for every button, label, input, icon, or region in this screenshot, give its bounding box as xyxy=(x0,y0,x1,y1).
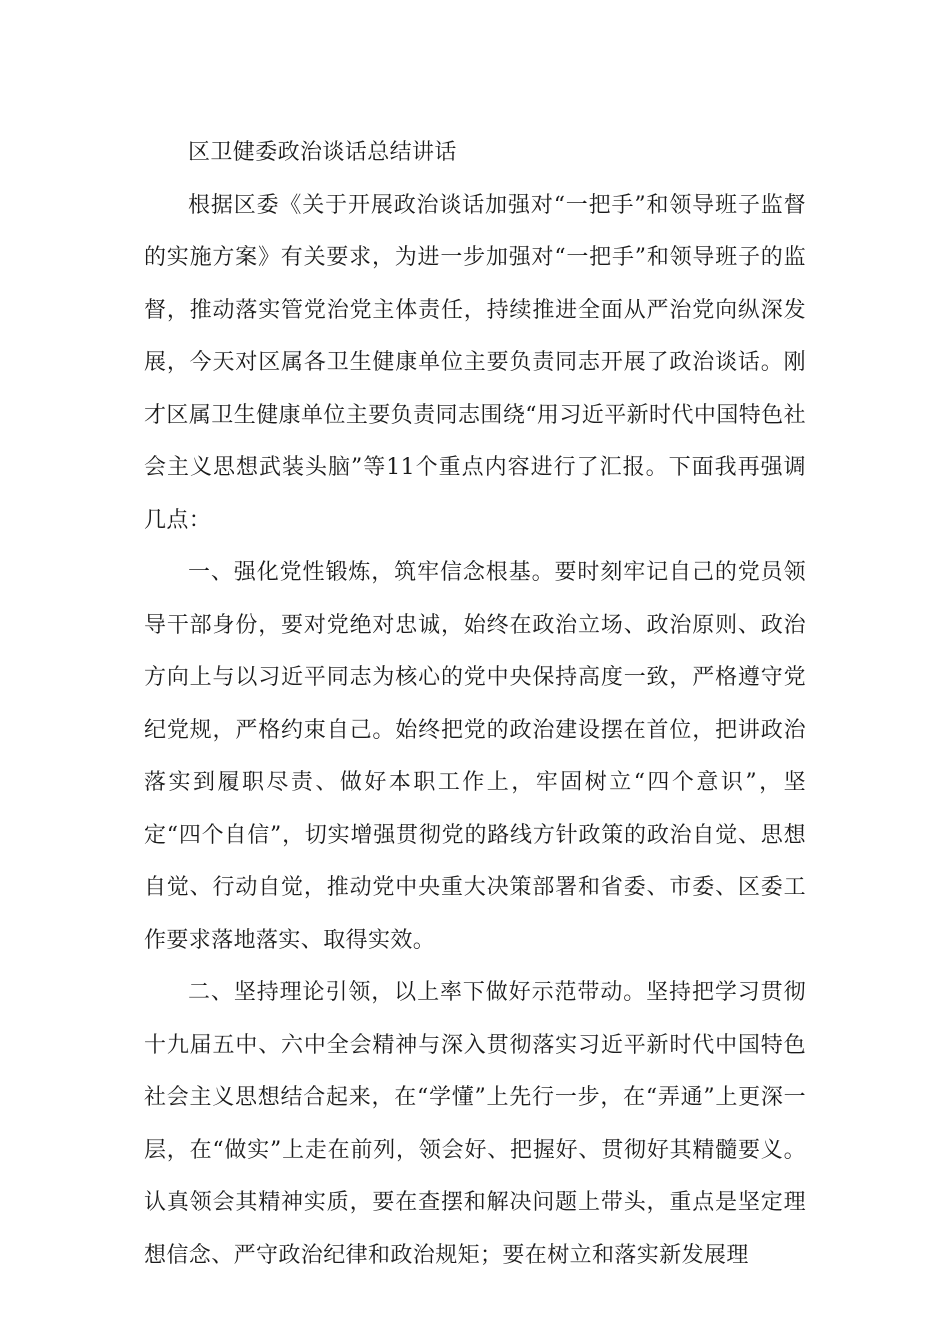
paragraph-point-one: 一、强化党性锻炼，筑牢信念根基。要时刻牢记自己的党员领导干部身份，要对党绝对忠诚，始终在政治立场、政治原则、政治方向上与以习近平同志为核心的党中央保持高度一致，严格遵守党纪党规，严格约束自己。始终把党的政治建设摆在首位，把讲政治落实到履职尽责、做好本职工作上，牢固树立“四个意识”，坚定“四个自信”，切实增强贯彻党的路线方针政策的政治自觉、思想自觉、行动自觉，推动党中央重大决策部署和省委、市委、区委工作要求落地落实、取得实效。 xyxy=(144,560,806,953)
document-body xyxy=(144,127,806,1282)
document-title: 区卫健委政治谈话总结讲话 xyxy=(188,140,457,165)
paragraph-intro: 根据区委《关于开展政治谈话加强对“一把手”和领导班子监督的实施方案》有关要求，为进一步加强对“一把手”和领导班子的监督，推动落实管党治党主体责任，持续推进全面从严治党向纵深发展，今天对区属各卫生健康单位主要负责同志开展了政治谈话。刚才区属卫生健康单位主要负责同志围绕“用习近平新时代中国特色社会主义思想武装头脑”等11个重点内容进行了汇报。下面我再强调几点： xyxy=(144,192,806,533)
paragraph-point-two: 二、坚持理论引领，以上率下做好示范带动。坚持把学习贯彻十九届五中、六中全会精神与深入贯彻落实习近平新时代中国特色社会主义思想结合起来，在“学懂”上先行一步，在“弄通”上更深一层，在“做实”上走在前列，领会好、把握好、贯彻好其精髓要义。认真领会其精神实质，要在查摆和解决问题上带头，重点是坚定理想信念、严守政治纪律和政治规矩；要在树立和落实新发展理 xyxy=(144,980,806,1268)
